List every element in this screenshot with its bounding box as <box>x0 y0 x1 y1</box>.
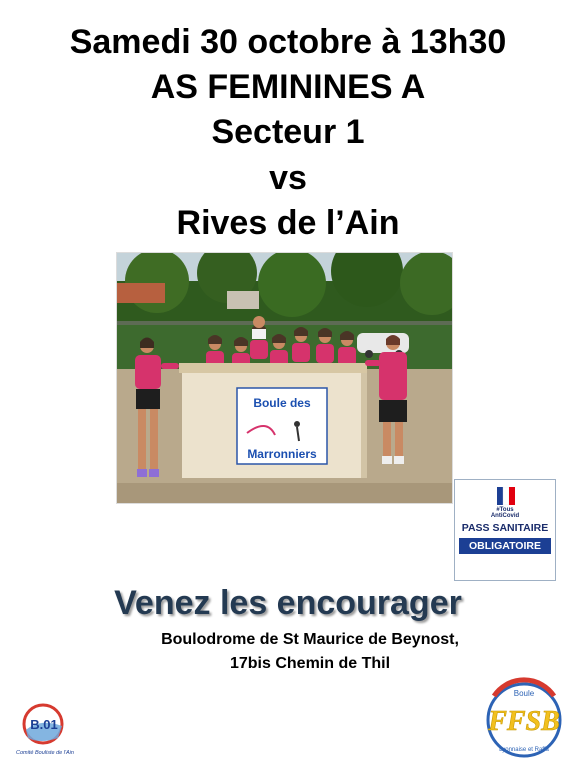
ffsb-logo-main: FFSB <box>488 706 560 737</box>
team-photo <box>116 252 453 504</box>
call-to-action: Venez les encourager <box>114 584 462 622</box>
versus-label: vs <box>269 159 307 197</box>
address-line-1: Boulodrome de St Maurice de Beynost, <box>161 631 459 648</box>
pass-sanitaire-badge <box>454 479 556 581</box>
comite-logo-caption: Comité Bouliste de l'Ain <box>16 750 74 756</box>
pass-sanitaire-label: PASS SANITAIRE <box>461 522 549 534</box>
address-line-2: 17bis Chemin de Thil <box>229 655 391 672</box>
sign-line-2: Marronniers <box>247 447 317 461</box>
ffsb-logo <box>474 676 574 766</box>
ffsb-logo-top: Boule <box>513 689 535 698</box>
pass-tag-line-2: AntiCovid <box>490 513 520 519</box>
away-team: Rives de l’Ain <box>176 204 400 242</box>
pass-tag-line-1: #Tous <box>496 507 514 513</box>
sign-line-1: Boule des <box>253 396 311 410</box>
pass-obligatoire-label: OBLIGATOIRE <box>459 538 551 554</box>
home-team-sector: Secteur 1 <box>211 113 365 151</box>
team-photo-illustration <box>117 253 452 503</box>
home-team: AS FEMININES A <box>150 68 426 106</box>
match-date: Samedi 30 octobre à 13h30 <box>69 23 507 61</box>
ffsb-logo-bottom: Lyonnaise et Raffa <box>499 747 549 753</box>
comite-bouliste-ain-logo <box>10 700 80 758</box>
comite-logo-text: B.01 <box>30 717 58 732</box>
tous-anticovid-flag-icon <box>497 487 515 505</box>
